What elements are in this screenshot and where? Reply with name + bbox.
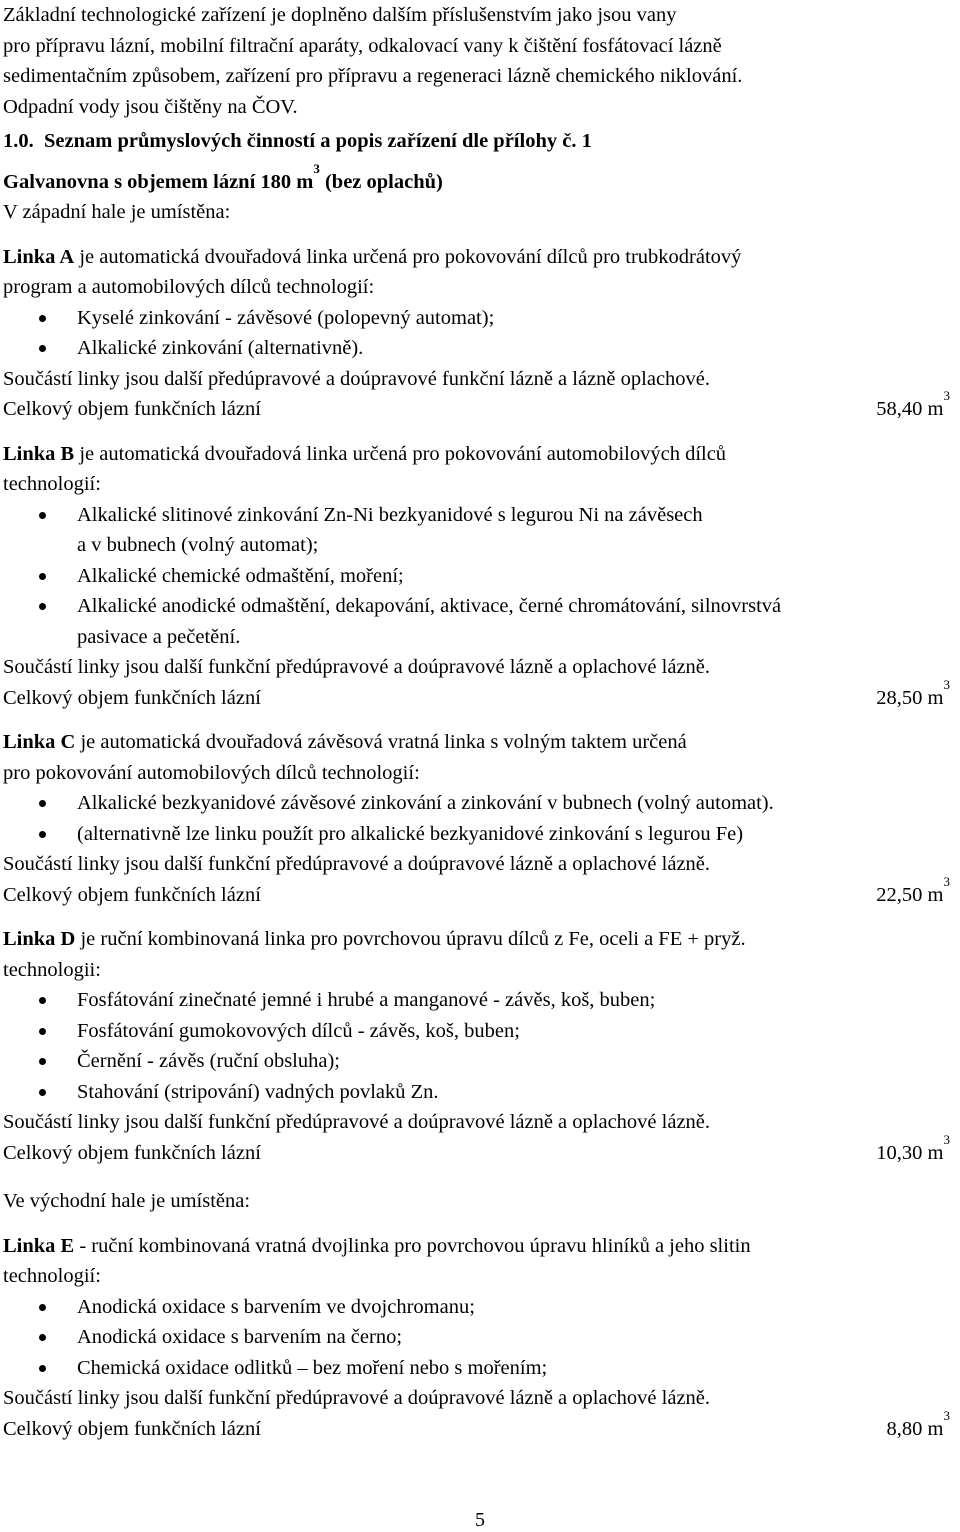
line-description: technologií: [3,1265,101,1287]
line-c-section [3,727,954,910]
list-item: Anodická oxidace s barvením na černo; [3,1322,954,1353]
line-b-section [3,439,954,714]
section-heading [3,126,954,157]
volume-row [3,388,954,425]
technology-list [3,985,954,1107]
line-note: Součástí linky jsou další předúpravové a doúpravové funkční lázně a lázně oplachové. [3,367,711,390]
volume-label: Celkový objem funkčních lázní [3,1141,261,1164]
intro-line: pro přípravu lázní, mobilní filtrační aparáty, odkalovací vany k čištění fosfátovací lázně [3,34,722,57]
line-note: Součástí linky jsou další funkční předúpravové a doúpravové lázně a oplachové lázně. [3,1111,711,1133]
volume-label: Celkový objem funkčních lázní [3,398,261,420]
line-name: Linka A [3,245,75,268]
list-item: Fosfátování zinečnaté jemné i hrubé a manganové - závěs, koš, buben; [3,985,954,1016]
line-description: Linka B je automatická dvouřadová linka určená pro pokovování automobilových dílců [3,442,727,465]
intro-paragraph [3,0,954,122]
volume-value: 58,40 $m^3$ [876,388,950,420]
volume-value: 28,50 $m^3$ [876,676,950,709]
intro-line: Základní technologické zařízení je doplněno dalším příslušenstvím jako jsou vany [3,4,677,26]
west-hall-label: V západní hale je umístěna: [3,201,231,223]
volume-label: Celkový objem funkčních lázní [3,686,261,709]
volume-value: 22,50 $m^3$ [876,873,950,906]
technology-list [3,303,954,364]
east-hall-label: Ve východní hale je umístěna: [3,1190,251,1212]
line-description: Linka A je automatická dvouřadová linka určená pro pokovování dílců pro trubkodrátový [3,245,742,268]
line-note: Součástí linky jsou další funkční předúpravové a doúpravové lázně a oplachové lázně. [3,656,711,678]
technology-list [3,500,954,653]
line-d-section [3,924,954,1168]
volume-value: 10,30 $m^3$ [876,1131,950,1164]
volume-value: 8,80 $m^3$ [886,1407,950,1440]
page-number: 5 [475,1509,485,1531]
list-item: Alkalické chemické odmaštění, moření; [3,561,954,592]
line-description: program a automobilových dílců technologií: [3,276,375,298]
line-description: technologii: [3,958,101,981]
list-item: Chemická oxidace odlitků – bez moření nebo s mořením; [3,1353,954,1384]
line-description: Linka D je ruční kombinovaná linka pro povrchovou úpravu dílců z Fe, oceli a FE + pryž. [3,928,746,950]
technology-list [3,788,954,849]
section-number: 1.0. [3,130,34,152]
volume-row [3,1131,954,1169]
list-item: Černění - závěs (ruční obsluha); [3,1046,954,1077]
section-title: Seznam průmyslových činností a popis zařízení dle přílohy č. 1 [44,130,592,152]
line-a-section [3,242,954,425]
technology-list [3,1292,954,1384]
intro-line: sedimentačním způsobem, zařízení pro přípravu a regeneraci lázně chemického niklování. [3,65,743,87]
line-description: technologií: [3,473,101,495]
line-note: Součástí linky jsou další funkční předúpravové a doúpravové lázně a oplachové lázně. [3,853,711,875]
galvanovna-title: Galvanovna s objemem lázní 180 $m^3$ (bez oplachů) [3,160,443,193]
line-name: Linka D [3,928,76,950]
list-item: Kyselé zinkování - závěsové (polopevný automat); [3,303,954,334]
volume-row [3,1407,954,1445]
list-item: Anodická oxidace s barvením ve dvojchromanu; [3,1292,954,1323]
list-item: (alternativně lze linku použít pro alkalické bezkyanidové zinkování s legurou Fe) [3,819,954,850]
line-e-section [3,1231,954,1445]
list-item: Alkalické zinkování (alternativně). [3,333,954,364]
line-name: Linka E [3,1234,75,1257]
list-item: Alkalické bezkyanidové závěsové zinkování a zinkování v bubnech (volný automat). [3,788,954,819]
list-item: Alkalické slitinové zinkování Zn-Ni bezkyanidové s legurou Ni na závěsech a v bubnech (volný automat); [3,500,954,561]
line-description: Linka E - ruční kombinovaná vratná dvojlinka pro povrchovou úpravu hliníků a jeho slitin [3,1234,751,1257]
intro-line: Odpadní vody jsou čištěny na ČOV. [3,95,298,118]
volume-row [3,873,954,911]
list-item: Alkalické anodické odmaštění, dekapování, aktivace, černé chromátování, silnovrstvá pasivace a pečetění. [3,591,954,652]
volume-label: Celkový objem funkčních lázní [3,883,261,906]
line-name: Linka C [3,731,76,753]
list-item: Stahování (stripování) vadných povlaků Zn. [3,1077,954,1108]
line-description: Linka C je automatická dvouřadová závěsová vratná linka s volným taktem určená [3,731,687,753]
line-name: Linka B [3,442,75,465]
line-note: Součástí linky jsou další funkční předúpravové a doúpravové lázně a oplachové lázně. [3,1387,711,1409]
volume-row [3,676,954,714]
line-description: pro pokovování automobilových dílců technologií: [3,761,420,784]
volume-label: Celkový objem funkčních lázní [3,1417,261,1440]
list-item: Fosfátování gumokovových dílců - závěs, koš, buben; [3,1016,954,1047]
